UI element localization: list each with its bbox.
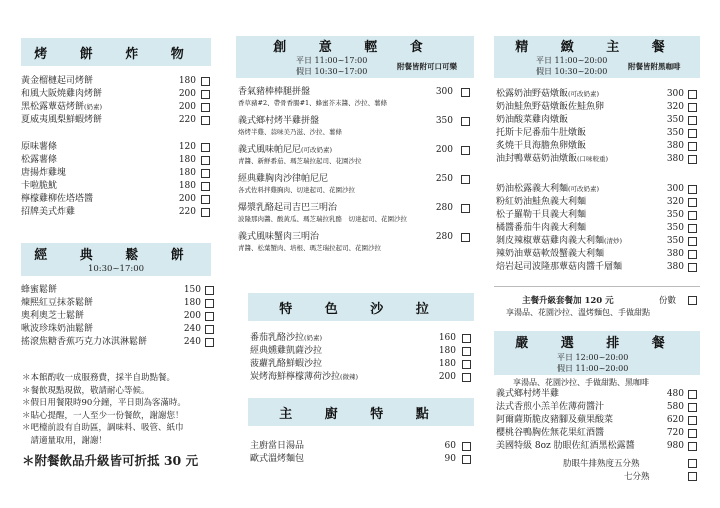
main-side-note: 附餐皆附黑咖啡 — [628, 62, 681, 71]
menu-item-price: 980 — [666, 441, 684, 451]
menu-item-name: 焙岩起司波隆那蕈菇肉醬千層麵 — [496, 262, 623, 272]
divider — [494, 286, 700, 287]
menu-item-price: 180 — [178, 181, 196, 191]
risotto-list — [496, 88, 706, 166]
menu-item-name: 搖滾焦糖香蕉巧克力冰淇淋鬆餅 — [21, 337, 148, 347]
menu-item-tag: (奶素) — [304, 334, 323, 342]
menu-item-price: 200 — [438, 372, 456, 382]
upgrade-desc: 享湯品、花園沙拉、溫烤麵包、手做甜點 — [506, 308, 650, 317]
order-checkbox[interactable] — [201, 77, 210, 86]
order-checkbox[interactable] — [462, 347, 471, 356]
menu-item — [496, 427, 706, 440]
menu-item-price: 300 — [666, 89, 684, 99]
order-checkbox[interactable] — [688, 90, 697, 99]
section-title-main: 精 緻 主 餐 — [494, 36, 700, 54]
menu-item-name: 香氣豬棒棒腿拼盤 — [238, 87, 311, 97]
menu-item-name: 歐式溫烤麵包 — [250, 454, 305, 464]
menu-item-price: 350 — [666, 128, 684, 138]
menu-item-price: 300 — [435, 87, 453, 97]
order-checkbox[interactable] — [201, 208, 210, 217]
menu-item-name: 松子羅勒干貝義大利麵 — [496, 210, 587, 220]
menu-item-tag: (可改奶素) — [568, 90, 600, 98]
menu-item-price: 720 — [666, 428, 684, 438]
menu-item — [496, 183, 706, 196]
order-checkbox[interactable] — [201, 116, 210, 125]
house-note: ＊餐飲現點現做，敬請耐心等候。 — [22, 385, 150, 396]
menu-item-name: 義式鄉村烤半雞拼盤 — [238, 116, 320, 126]
menu-item — [496, 222, 706, 235]
order-checkbox[interactable] — [688, 416, 697, 425]
menu-item — [21, 310, 216, 323]
house-note: ＊貼心提醒，一人至少一份餐飲，謝謝您！ — [22, 410, 184, 421]
menu-item — [21, 101, 211, 114]
menu-item-price: 350 — [666, 210, 684, 220]
menu-item-tag: (可改奶素) — [301, 146, 333, 154]
menu-item-name: 奧利奧芝士鬆餅 — [21, 311, 85, 321]
menu-item-tag: (奶素) — [84, 103, 103, 111]
menu-item-price: 90 — [444, 454, 456, 464]
menu-item-name: 卡啦脆魷 — [21, 181, 58, 191]
menu-item-price: 380 — [666, 141, 684, 151]
menu-item — [21, 284, 216, 297]
menu-item — [21, 193, 211, 206]
menu-item-price: 350 — [666, 223, 684, 233]
order-checkbox[interactable] — [201, 169, 210, 178]
menu-item-price: 240 — [183, 324, 201, 334]
menu-item — [496, 88, 706, 101]
order-checkbox[interactable] — [201, 90, 210, 99]
order-checkbox[interactable] — [205, 312, 214, 321]
menu-item-name: 菠蘿乳酪鮮蝦沙拉 — [250, 359, 323, 369]
order-checkbox[interactable] — [688, 129, 697, 138]
menu-item-price: 220 — [178, 207, 196, 217]
menu-item-name: 奶油酸菜雞肉燉飯 — [496, 115, 569, 125]
menu-item — [21, 75, 211, 88]
menu-item-name: 剝皮辣椒蕈菇雞肉義大利麵(清炒) — [496, 236, 623, 246]
menu-item-name: 爆漿乳酪起司吉巴三明治 — [238, 203, 338, 213]
doneness-medium: 肋眼牛排熟度五分熟 — [563, 459, 640, 469]
menu-item-name: 夏威夷風梨鮮蝦烤餅 — [21, 115, 103, 125]
order-checkbox[interactable] — [205, 338, 214, 347]
menu-item-price: 380 — [666, 249, 684, 259]
menu-item-description: 烙烤半雞、蒜味美乃滋、沙拉、薯條 — [238, 128, 342, 136]
menu-item-name: 義式鄉村烤半雞 — [496, 389, 560, 399]
menu-item-price: 220 — [178, 115, 196, 125]
menu-item — [496, 140, 706, 153]
menu-item-name: 松露奶油野菇燉飯(可改奶素) — [496, 89, 600, 99]
menu-item — [250, 345, 472, 358]
menu-item — [21, 114, 211, 127]
order-checkbox[interactable] — [461, 204, 470, 213]
section-title-salad: 特 色 沙 拉 — [248, 293, 474, 321]
menu-item-price: 180 — [438, 359, 456, 369]
fried-list-2 — [21, 141, 211, 219]
menu-item-name: 經典雞胸肉沙律帕尼尼 — [238, 174, 329, 184]
house-notes — [22, 372, 222, 447]
steak-list — [496, 388, 706, 453]
waffle-time: 10:30~17:00 — [21, 263, 211, 276]
menu-item-name: 美國特級 8oz 肋眼佐紅酒黑松露醬 — [496, 441, 635, 451]
menu-item-price: 350 — [666, 115, 684, 125]
menu-item — [496, 248, 706, 261]
menu-item-price: 200 — [183, 311, 201, 321]
menu-item — [496, 153, 706, 166]
menu-item-name: 阿爾薩斯脆皮豬腳及蘋果酸菜 — [496, 415, 614, 425]
waffle-list — [21, 284, 216, 349]
menu-item-name: 和風大阪燒雞肉烤餅 — [21, 89, 103, 99]
order-checkbox[interactable] — [688, 250, 697, 259]
menu-item-name: 奶油松露義大利麵(可改奶素) — [496, 184, 600, 194]
menu-item-price: 320 — [666, 102, 684, 112]
menu-item-price: 380 — [666, 262, 684, 272]
menu-item-name: 奶油鮭魚野菇燉飯佐鮭魚卵 — [496, 102, 605, 112]
doneness-medium-checkbox[interactable] — [688, 459, 697, 468]
menu-item-name: 義式風味帕尼尼(可改奶素) — [238, 145, 333, 155]
menu-item — [250, 371, 472, 384]
steak-time-weekday: 平日 12:00~20:00 — [557, 353, 629, 362]
menu-item — [238, 173, 478, 185]
house-note: ＊本館酌收一成服務費，採半自助點餐。 — [22, 373, 176, 383]
order-checkbox[interactable] — [205, 299, 214, 308]
order-checkbox[interactable] — [688, 403, 697, 412]
order-checkbox[interactable] — [688, 142, 697, 151]
section-title-chef: 主 廚 特 點 — [248, 398, 474, 426]
house-note: ＊吧檯前設有自助區，調味料、吸管、紙巾 — [22, 423, 184, 433]
main-time-weekday: 平日 11:00~20:00 — [536, 56, 608, 65]
order-checkbox[interactable] — [205, 325, 214, 334]
order-checkbox[interactable] — [688, 116, 697, 125]
menu-item-price: 200 — [178, 194, 196, 204]
chef-list — [250, 440, 472, 466]
steak-desc: 享湯品、花園沙拉、手做甜點、黑咖啡 — [513, 378, 649, 387]
menu-item-price: 280 — [435, 203, 453, 213]
order-checkbox[interactable] — [461, 233, 470, 242]
menu-item — [496, 114, 706, 127]
order-checkbox[interactable] — [688, 429, 697, 438]
menu-item — [496, 440, 706, 453]
menu-item-price: 120 — [178, 142, 196, 152]
menu-item — [250, 358, 472, 371]
menu-item — [21, 141, 211, 154]
menu-item-price: 280 — [435, 232, 453, 242]
order-checkbox[interactable] — [462, 373, 471, 382]
menu-item-name: 粉紅奶油鮭魚義大利麵 — [496, 197, 587, 207]
order-checkbox[interactable] — [201, 143, 210, 152]
menu-item — [21, 323, 216, 336]
menu-item-description: 波隆那肉醬、酸黃瓜、瑪芝瑞拉乳酪 切達起司、花園沙拉 — [238, 215, 407, 223]
menu-item-price: 380 — [666, 154, 684, 164]
menu-item — [21, 297, 216, 310]
menu-item — [238, 86, 478, 98]
menu-item-price: 180 — [178, 76, 196, 86]
order-checkbox[interactable] — [462, 455, 471, 464]
menu-item-description: 各式佐料拌雞胸肉、切達起司、花園沙拉 — [238, 186, 355, 194]
menu-item-name: 炙燒干貝海膽魚卵燉飯 — [496, 141, 587, 151]
menu-item-price: 60 — [444, 441, 456, 451]
order-checkbox[interactable] — [201, 156, 210, 165]
order-checkbox[interactable] — [688, 442, 697, 451]
menu-item-price: 250 — [435, 174, 453, 184]
menu-item — [250, 453, 472, 466]
order-checkbox[interactable] — [688, 198, 697, 207]
menu-item-price: 180 — [183, 298, 201, 308]
upgrade-label: 主餐升級套餐加 120 元 — [522, 296, 614, 306]
menu-item — [496, 388, 706, 401]
section-title-light-meal: 創 意 輕 食 — [236, 36, 474, 54]
menu-item — [21, 206, 211, 219]
menu-item-name: 檸檬雞柳佐塔塔醬 — [21, 194, 94, 204]
menu-item-name: 經典燻雞凱薩沙拉 — [250, 346, 323, 356]
menu-item-price: 320 — [666, 197, 684, 207]
order-checkbox[interactable] — [688, 103, 697, 112]
order-checkbox[interactable] — [462, 334, 471, 343]
order-checkbox[interactable] — [688, 185, 697, 194]
menu-item-name: 松露薯條 — [21, 155, 58, 165]
menu-item — [496, 235, 706, 248]
order-checkbox[interactable] — [688, 237, 697, 246]
menu-item — [21, 180, 211, 193]
menu-item-price: 160 — [438, 333, 456, 343]
menu-item-name: 啾波珍珠奶油鬆餅 — [21, 324, 94, 334]
menu-item — [238, 231, 478, 243]
order-checkbox[interactable] — [462, 360, 471, 369]
light-meal-time-holiday: 假日 10:30~17:00 — [296, 67, 368, 76]
order-checkbox[interactable] — [461, 117, 470, 126]
menu-item-name: 蜂蜜鬆餅 — [21, 285, 58, 295]
menu-item — [21, 336, 216, 349]
menu-item-price: 480 — [666, 389, 684, 399]
menu-item — [21, 154, 211, 167]
menu-item — [238, 115, 478, 127]
upgrade-checkbox[interactable] — [688, 296, 697, 305]
menu-item-name: 招牌美式炸雞 — [21, 207, 76, 217]
menu-item-name: 唐揚炸雞塊 — [21, 168, 67, 178]
menu-item-name: 橘醬番茄牛肉義大利麵 — [496, 223, 587, 233]
menu-item — [250, 440, 472, 453]
light-meal-list — [238, 86, 478, 260]
fried-list-1 — [21, 75, 211, 127]
menu-item-name: 櫻桃谷鴨胸佐無花果紅酒醬 — [496, 428, 605, 438]
pasta-list — [496, 183, 706, 274]
menu-item-name: 原味薯條 — [21, 142, 58, 152]
portion-label: 份數 — [659, 296, 677, 306]
order-checkbox[interactable] — [461, 146, 470, 155]
menu-item-tag: (清炒) — [604, 237, 623, 245]
menu-item-price: 200 — [178, 89, 196, 99]
order-checkbox[interactable] — [688, 155, 697, 164]
order-checkbox[interactable] — [201, 195, 210, 204]
section-title-fried: 烤 餅 炸 物 — [21, 38, 211, 66]
menu-item — [496, 401, 706, 414]
main-time-holiday: 假日 10:30~20:00 — [536, 67, 608, 76]
menu-item-price: 180 — [178, 168, 196, 178]
menu-item — [496, 414, 706, 427]
menu-item-description: 香草豬#2、帶骨香腸#1、蜂蜜芥末醬、沙拉、薯條 — [238, 99, 388, 107]
menu-item-price: 350 — [435, 116, 453, 126]
menu-item — [496, 127, 706, 140]
menu-item-price: 580 — [666, 402, 684, 412]
salad-list — [250, 332, 472, 384]
menu-item-description: 青醬、松葉蟹肉、培根、瑪芝瑞拉起司、花園沙拉 — [238, 244, 381, 252]
menu-item — [238, 202, 478, 214]
light-meal-time-weekday: 平日 11:00~17:00 — [296, 56, 368, 65]
menu-item-name: 黃金榴槤起司烤餅 — [21, 76, 94, 86]
menu-item — [250, 332, 472, 345]
menu-item-name: 辣奶油蕈菇軟殼蟹義大利麵 — [496, 249, 605, 259]
menu-item-price: 180 — [438, 346, 456, 356]
drink-upgrade-note: ＊附餐飲品升級皆可折抵 30 元 — [22, 453, 199, 468]
order-checkbox[interactable] — [461, 88, 470, 97]
order-checkbox[interactable] — [688, 263, 697, 272]
menu-item-price: 350 — [666, 236, 684, 246]
steak-time-holiday: 假日 11:00~20:00 — [557, 364, 629, 373]
menu-item-name: 黑松露蕈菇烤餅(奶素) — [21, 102, 103, 112]
menu-item-name: 托斯卡尼番茄牛肚燉飯 — [496, 128, 587, 138]
menu-item — [496, 209, 706, 222]
menu-item-name: 義式風味蟹肉三明治 — [238, 232, 320, 242]
order-checkbox[interactable] — [688, 390, 697, 399]
menu-item-description: 青醬、新鮮番茄、瑪芝瑞拉起司、花園沙拉 — [238, 157, 362, 165]
house-note: 請適量取用，謝謝！ — [22, 435, 108, 446]
order-checkbox[interactable] — [201, 182, 210, 191]
order-checkbox[interactable] — [462, 442, 471, 451]
menu-item-price: 300 — [666, 184, 684, 194]
light-meal-side-note: 附餐皆附可口可樂 — [397, 62, 457, 71]
order-checkbox[interactable] — [688, 211, 697, 220]
order-checkbox[interactable] — [201, 103, 210, 112]
menu-item-name: 油封鴨蕈菇奶油燉飯(口味較重) — [496, 154, 609, 164]
menu-item-name: 番茄乳酪沙拉(奶素) — [250, 333, 323, 343]
menu-item-name: 炭烤海鮮檸檬薄荷沙拉(微辣) — [250, 372, 359, 382]
section-title-waffle: 經 典 鬆 餅 — [21, 243, 211, 263]
menu-item — [238, 144, 478, 156]
menu-item-price: 240 — [183, 337, 201, 347]
menu-item-tag: (口味較重) — [577, 155, 609, 163]
menu-item-tag: (可改奶素) — [568, 185, 600, 193]
menu-item-price: 180 — [178, 155, 196, 165]
menu-item-name: 法式香煎小羔羊佐薄荷醬汁 — [496, 402, 605, 412]
menu-item-price: 200 — [178, 102, 196, 112]
menu-item-name: 煉熙紅豆抹茶鬆餅 — [21, 298, 94, 308]
menu-item-tag: (微辣) — [340, 373, 359, 381]
section-title-steak: 嚴 選 排 餐 — [494, 331, 700, 351]
menu-item — [496, 196, 706, 209]
order-checkbox[interactable] — [688, 224, 697, 233]
order-checkbox[interactable] — [461, 175, 470, 184]
doneness-medium-well: 七分熟 — [624, 472, 650, 482]
order-checkbox[interactable] — [205, 286, 214, 295]
menu-item — [496, 101, 706, 114]
menu-item-price: 150 — [183, 285, 201, 295]
menu-item-price: 620 — [666, 415, 684, 425]
menu-item — [21, 167, 211, 180]
house-note: ＊假日用餐限時90分鐘，平日則為客滿時。 — [22, 398, 186, 408]
doneness-medium-well-checkbox[interactable] — [688, 472, 697, 481]
menu-item — [496, 261, 706, 274]
menu-item-name: 主廚當日湯品 — [250, 441, 305, 451]
menu-item — [21, 88, 211, 101]
menu-item-price: 200 — [435, 145, 453, 155]
